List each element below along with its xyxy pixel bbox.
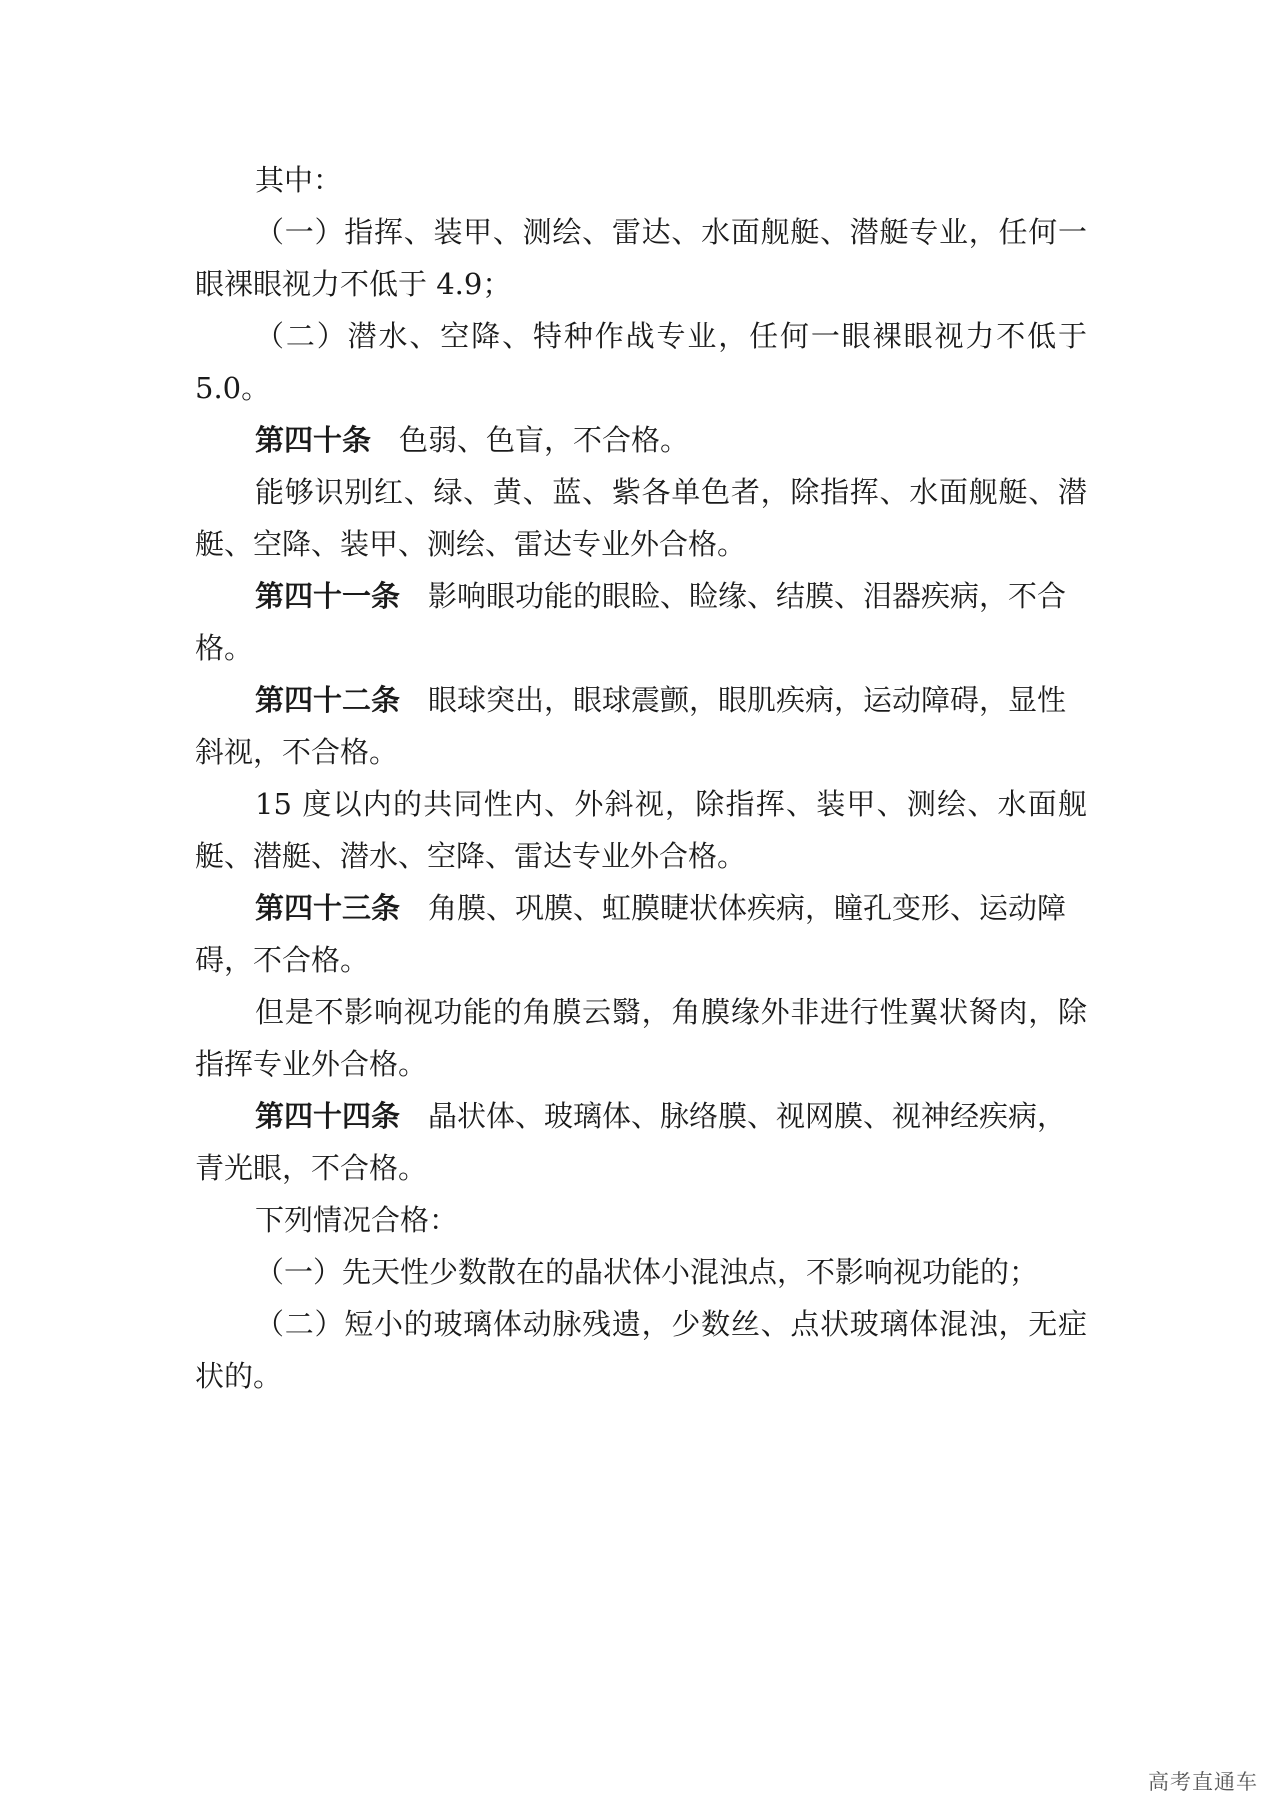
paragraph-line: 艇、空降、装甲、测绘、雷达专业外合格。 <box>195 527 747 561</box>
article-line <box>255 576 1066 616</box>
paragraph-line: 15 度以内的共同性内、外斜视，除指挥、装甲、测绘、水面舰 <box>255 787 1087 821</box>
paragraph-line: （一）指挥、装甲、测绘、雷达、水面舰艇、潜艇专业，任何一 <box>255 215 1087 249</box>
paragraph-line: 能够识别红、绿、黄、蓝、紫各单色者，除指挥、水面舰艇、潜 <box>255 475 1087 509</box>
paragraph-line: 斜视，不合格。 <box>195 735 399 769</box>
paragraph-line: 5.0。 <box>195 371 271 405</box>
article-number: 第四十三条 <box>255 891 401 925</box>
article-line <box>255 420 689 460</box>
article-text: 角膜、巩膜、虹膜睫状体疾病，瞳孔变形、运动障 <box>428 891 1067 925</box>
watermark: 高考直通车 <box>1148 1770 1258 1794</box>
paragraph-line: 其中： <box>255 163 343 197</box>
article-line <box>255 888 1066 928</box>
paragraph-line: （一）先天性少数散在的晶状体小混浊点，不影响视功能的； <box>255 1255 1039 1289</box>
paragraph-line: 眼裸眼视力不低于 4.9； <box>195 267 512 301</box>
paragraph-line: 青光眼，不合格。 <box>195 1151 428 1185</box>
paragraph-line: （二）潜水、空降、特种作战专业，任何一眼裸眼视力不低于 <box>255 319 1087 353</box>
article-number: 第四十条 <box>255 423 372 457</box>
article-text: 色弱、色盲，不合格。 <box>399 423 690 457</box>
paragraph-line: 下列情况合格： <box>255 1203 459 1237</box>
article-number: 第四十一条 <box>255 579 401 613</box>
article-line <box>255 680 1066 720</box>
article-text: 眼球突出，眼球震颤，眼肌疾病，运动障碍，显性 <box>428 683 1067 717</box>
article-number: 第四十二条 <box>255 683 401 717</box>
article-text: 晶状体、玻璃体、脉络膜、视网膜、视神经疾病， <box>428 1099 1067 1133</box>
article-line <box>255 1096 1066 1136</box>
paragraph-line: 状的。 <box>195 1359 283 1393</box>
paragraph-line: 碍，不合格。 <box>195 943 370 977</box>
article-text: 影响眼功能的眼睑、睑缘、结膜、泪器疾病，不合 <box>428 579 1067 613</box>
paragraph-line: 指挥专业外合格。 <box>195 1047 428 1081</box>
paragraph-line: 艇、潜艇、潜水、空降、雷达专业外合格。 <box>195 839 747 873</box>
paragraph-line: 格。 <box>195 631 254 665</box>
paragraph-line: 但是不影响视功能的角膜云翳，角膜缘外非进行性翼状胬肉，除 <box>255 995 1087 1029</box>
article-number: 第四十四条 <box>255 1099 401 1133</box>
paragraph-line: （二）短小的玻璃体动脉残遗，少数丝、点状玻璃体混浊，无症 <box>255 1307 1087 1341</box>
